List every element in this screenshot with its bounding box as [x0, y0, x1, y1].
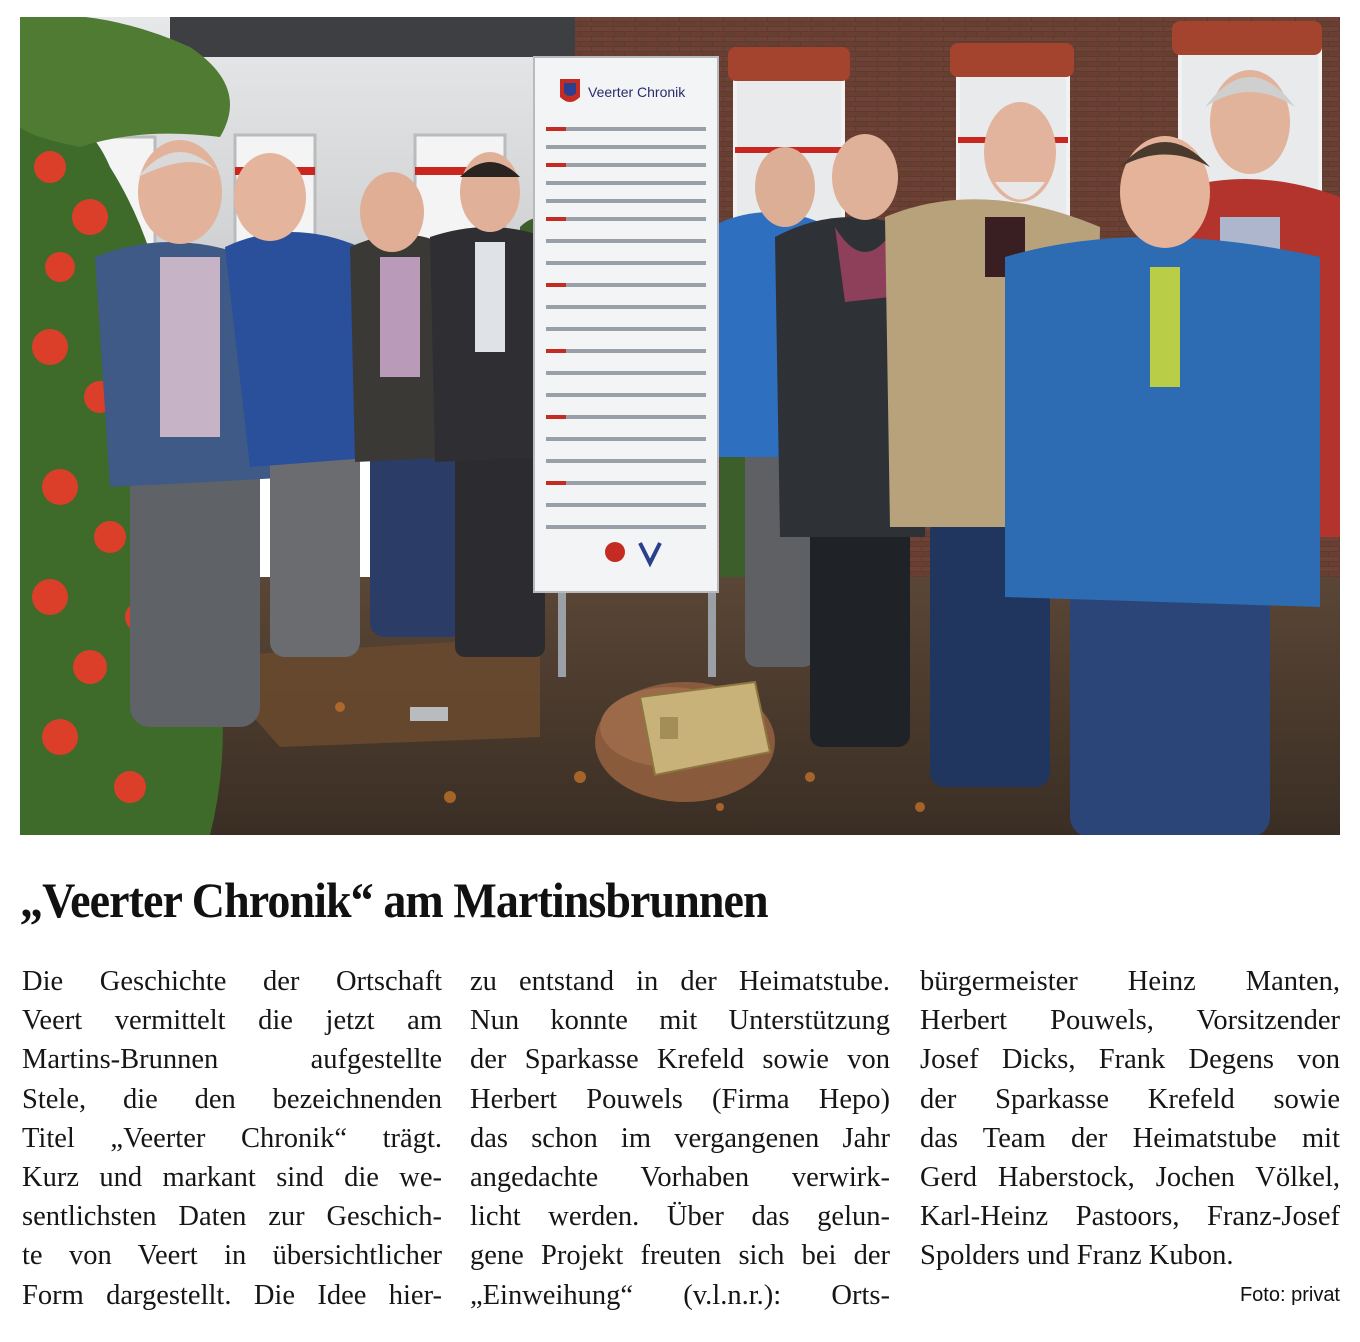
article-column-1	[22, 962, 442, 1322]
memorial-stone	[595, 682, 775, 802]
article-photo	[20, 17, 1340, 835]
text-line: Veert vermittelt die jetzt am	[22, 1005, 442, 1037]
text-line: Gerd Haberstock, Jochen Völkel,	[920, 1162, 1340, 1194]
text-line: gene Projekt freuten sich bei der	[470, 1240, 890, 1272]
text-line: zu entstand in der Heimatstube.	[470, 966, 890, 997]
text-line: das Team der Heimatstube mit	[920, 1122, 1340, 1154]
text-line: Kurz und markant sind die we-	[22, 1162, 442, 1194]
text-line: Spolders und Franz Kubon.	[920, 1240, 1234, 1272]
text-line: angedachte Vorhaben verwirk-	[470, 1162, 890, 1194]
text-line: Karl-Heinz Pastoors, Franz-Josef	[920, 1201, 1340, 1233]
text-line: das schon im vergangenen Jahr	[470, 1122, 890, 1154]
text-line: sentlichsten Daten zur Geschich-	[22, 1201, 442, 1233]
article-column-2	[470, 962, 890, 1322]
stele-title: Veerter Chronik	[588, 84, 686, 100]
text-line: der Sparkasse Krefeld sowie von	[470, 1044, 890, 1076]
text-line: Die Geschichte der Ortschaft	[22, 966, 442, 997]
text-line: te von Veert in übersichtlicher	[22, 1240, 442, 1272]
text-line: der Sparkasse Krefeld sowie	[920, 1083, 1340, 1115]
stele	[534, 57, 718, 677]
article-headline: „Veerter Chronik“ am Martinsbrunnen	[20, 872, 768, 928]
article-column-3	[920, 962, 1340, 1322]
text-line: licht werden. Über das gelun-	[470, 1201, 890, 1233]
text-line: Nun konnte mit Unterstützung	[470, 1005, 890, 1037]
text-line: Herbert Pouwels (Firma Hepo)	[470, 1083, 890, 1115]
text-line: bürgermeister Heinz Manten,	[920, 966, 1340, 997]
text-line: „Einweihung“ (v.l.n.r.): Orts-	[470, 1279, 890, 1311]
text-line: Herbert Pouwels, Vorsitzender	[920, 1005, 1340, 1037]
text-line: Stele, die den bezeichnenden	[22, 1083, 442, 1115]
veert-coat-of-arms-icon	[560, 79, 580, 102]
text-line: Titel „Veerter Chronik“ trägt.	[22, 1122, 442, 1154]
text-line: Form dargestellt. Die Idee hier-	[22, 1279, 442, 1311]
stele-panel	[534, 57, 718, 592]
text-line: Martins-Brunnen aufgestellte	[22, 1044, 442, 1076]
photo-credit: Foto: privat	[1239, 1284, 1340, 1306]
text-line: Josef Dicks, Frank Degens von	[920, 1044, 1340, 1076]
